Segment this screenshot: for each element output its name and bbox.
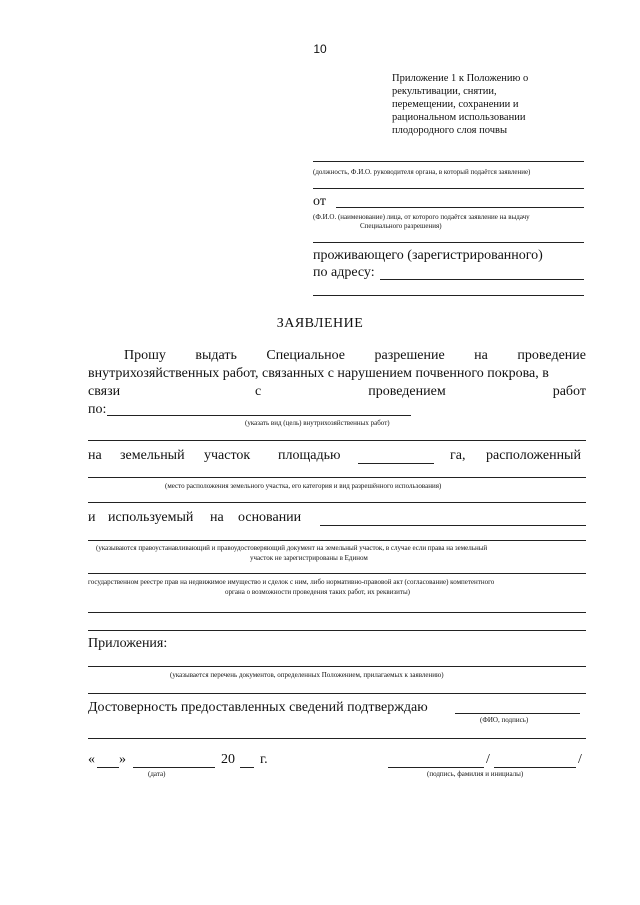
position-line-2 <box>313 188 584 189</box>
basis-caption-1: (указываются правоустанавливающий и правоудостоверяющий документ на земельный участок, в случае если права на земельный <box>96 544 488 552</box>
from-line <box>336 207 584 208</box>
word: на <box>210 510 224 525</box>
word: проведение <box>517 348 586 363</box>
attachments-label: Приложения: <box>88 636 168 651</box>
word: расположенный <box>486 448 581 463</box>
applicant-caption-1: (Ф.И.О. (наименование) лица, от которого подаётся заявление на выдачу <box>313 213 530 221</box>
location-line-2 <box>88 502 586 503</box>
hectare-unit: га, <box>450 448 466 463</box>
basis-line-2 <box>88 540 586 541</box>
word: Прошу <box>124 348 166 363</box>
word: участок <box>204 448 251 463</box>
date-open-quote: « <box>88 752 95 767</box>
date-close-quote: » <box>119 752 126 767</box>
word: основании <box>238 510 302 525</box>
year-suffix: г. <box>260 752 268 767</box>
slash: / <box>578 752 582 767</box>
page-number: 10 <box>313 42 327 56</box>
confirm-line-2 <box>88 738 586 739</box>
word: на <box>88 448 102 463</box>
attachments-line <box>88 666 586 667</box>
work-caption: (указать вид (цель) внутрихозяйственных работ) <box>245 419 390 427</box>
work-line-2 <box>88 440 586 441</box>
word: проведением <box>368 384 446 399</box>
signature-caption: (подпись, фамилия и инициалы) <box>427 770 524 778</box>
request-line-1 <box>124 348 586 364</box>
location-line <box>88 477 586 478</box>
location-caption: (место расположения земельного участка, его категория и вид разрешённого использования) <box>165 482 442 490</box>
word: выдать <box>195 348 237 363</box>
request-line-3 <box>88 384 586 400</box>
word: используемый <box>108 510 194 525</box>
document-title: ЗАЯВЛЕНИЕ <box>276 316 364 331</box>
month-blank <box>133 767 215 768</box>
fio-line <box>455 713 580 714</box>
request-line-2: внутрихозяйственных работ, связанных с нарушением почвенного покрова, в <box>88 366 549 381</box>
registry-line-2 <box>88 630 586 631</box>
confirm-text: Достоверность предоставленных сведений подтверждаю <box>88 700 428 715</box>
address-label: по адресу: <box>313 265 375 280</box>
attachments-caption: (указывается перечень документов, определенных Положением, прилагаемых к заявлению) <box>170 671 444 679</box>
work-type-line <box>107 415 411 416</box>
registry-caption-1: государственном реестре прав на недвижимое имущество и сделок с ним, либо нормативно-правовой акт (согласование) компетентного <box>88 578 495 586</box>
appendix-note: Приложение 1 к Положению о рекультивации, снятии, перемещении, сохранении и рациональном использовании плодородного слоя почвы <box>392 73 529 136</box>
signature-blank <box>388 767 484 768</box>
registry-line <box>88 612 586 613</box>
name-blank <box>494 767 576 768</box>
word: работ <box>552 384 586 399</box>
word: разрешение <box>374 348 445 363</box>
word: с <box>255 384 262 399</box>
word: площадью <box>278 448 341 463</box>
basis-caption-2: участок не зарегистрированы в Едином <box>250 554 368 562</box>
basis-line-3 <box>88 573 586 574</box>
word: Специальное <box>266 348 346 363</box>
basis-blank <box>320 525 586 526</box>
word: на <box>474 348 488 363</box>
word: и <box>88 510 96 525</box>
position-line <box>313 161 584 162</box>
slash: / <box>486 752 490 767</box>
day-blank <box>97 767 119 768</box>
request-line-4-prefix: по: <box>88 402 107 417</box>
date-caption: (дата) <box>148 770 166 778</box>
fio-caption: (ФИО, подпись) <box>480 716 529 724</box>
word: связи <box>88 384 121 399</box>
area-blank <box>358 463 434 464</box>
applicant-caption-2: Специального разрешения) <box>360 222 442 230</box>
position-caption: (должность, Ф.И.О. руководителя органа, в который подаётся заявление) <box>313 168 531 176</box>
applicant-line <box>313 242 584 243</box>
address-line <box>380 279 584 280</box>
year-prefix: 20 <box>221 752 235 767</box>
attachments-line-2 <box>88 693 586 694</box>
residing-label: проживающего (зарегистрированного) <box>313 248 543 263</box>
word: земельный <box>120 448 185 463</box>
from-label: от <box>313 194 326 209</box>
address-line-2 <box>313 295 584 296</box>
registry-caption-2: органа о возможности проведения таких работ, их реквизиты) <box>225 588 411 596</box>
year-blank <box>240 767 254 768</box>
